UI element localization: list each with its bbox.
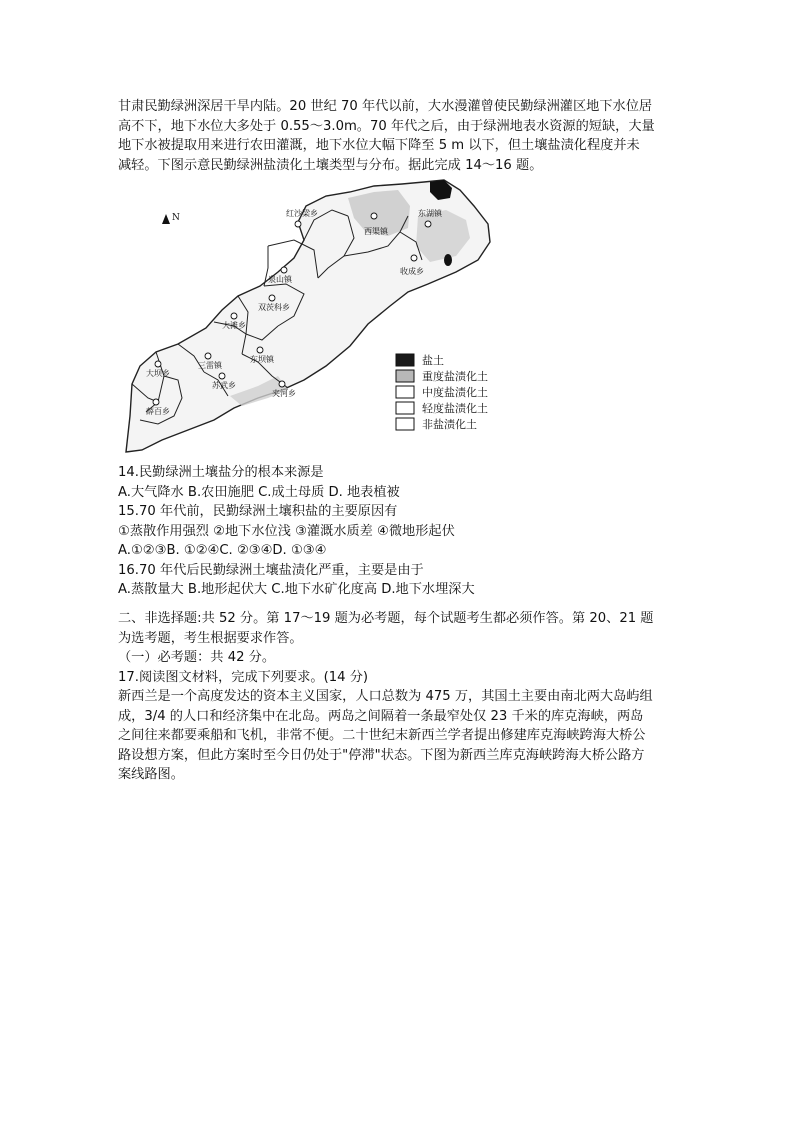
section-two-block <box>118 609 678 785</box>
section-line: 新西兰是一个高度发达的资本主义国家，人口总数为 475 万，其国土主要由南北两大岛屿组 <box>118 689 653 704</box>
question-line: A.蒸散量大 B.地形起伏大 C.地下水矿化度高 D.地下水埋深大 <box>118 582 475 597</box>
legend-swatch <box>396 370 414 382</box>
legend-label: 重度盐渍化土 <box>422 370 488 383</box>
place-label: 红沙梁乡 <box>286 209 318 218</box>
question-line: 14.民勤绿洲土壤盐分的根本来源是 <box>118 465 324 480</box>
place-label: 西渠镇 <box>364 227 388 236</box>
question-line: 15.70 年代前，民勤绿洲土壤积盐的主要原因有 <box>118 504 398 519</box>
section-line: 路设想方案，但此方案时至今日仍处于"停滞"状态。下图为新西兰库克海峡跨海大桥公路方 <box>118 747 645 763</box>
question-line: A.大气降水 B.农田施肥 C.成土母质 D. 地表植被 <box>118 484 400 500</box>
questions-block <box>118 463 678 600</box>
question-line: 16.70 年代后民勤绿洲土壤盐渍化严重，主要是由于 <box>118 562 424 578</box>
legend-swatch <box>396 418 414 430</box>
section-line: 为选考题，考生根据要求作答。 <box>118 630 303 646</box>
place-label: 双茨科乡 <box>258 303 290 312</box>
section-line: （一）必考题：共 42 分。 <box>118 650 276 665</box>
salinization-soil-map <box>118 176 518 458</box>
question-line: A.①②③B. ①②④C. ②③④D. ①③④ <box>118 543 327 558</box>
place-label: 夹河乡 <box>272 389 296 398</box>
section-line: 17.阅读图文材料，完成下列要求。(14 分) <box>118 669 369 685</box>
place-label: 泉山镇 <box>268 275 292 284</box>
place-label: 收成乡 <box>400 267 424 276</box>
place-label: 东湖镇 <box>418 209 442 218</box>
place-label: 苏武乡 <box>212 381 236 390</box>
place-label: 薛百乡 <box>146 407 170 416</box>
intro-line: 地下水被提取用来进行农田灌溉，地下水位大幅下降至 5 m 以下，但土壤盐渍化程度并未 <box>118 138 640 153</box>
place-label: 大坝乡 <box>146 369 170 378</box>
map-legend <box>396 353 488 431</box>
north-arrow-icon <box>162 213 180 224</box>
legend-swatch <box>396 402 414 414</box>
place-label: 三雷镇 <box>198 361 222 370</box>
intro-line: 减轻。下图示意民勤绿洲盐渍化土壤类型与分布。据此完成 14～16 题。 <box>118 157 543 173</box>
legend-label: 中度盐渍化土 <box>422 386 488 399</box>
section-line: 二、非选择题:共 52 分。第 17～19 题为必考题，每个试题考生都必须作答。第 20、21 题 <box>118 611 654 626</box>
section-line: 之间往来都要乘船和飞机，非常不便。二十世纪末新西兰学者提出修建库克海峡跨海大桥公 <box>118 728 646 743</box>
place-label: 东坝镇 <box>250 355 274 364</box>
legend-label: 盐土 <box>422 354 444 367</box>
legend-label: 轻度盐渍化土 <box>422 402 488 415</box>
legend-swatch <box>396 354 414 366</box>
place-label: 大滩乡 <box>222 321 246 330</box>
salt-soil-zone <box>444 254 452 266</box>
question-line: ①蒸散作用强烈 ②地下水位浅 ③灌溉水质差 ④微地形起伏 <box>118 523 455 539</box>
intro-paragraph <box>118 97 678 175</box>
legend-label: 非盐渍化土 <box>422 418 477 431</box>
north-label: N <box>172 213 180 223</box>
intro-line: 高不下，地下水位大多处于 0.55～3.0m。70 年代之后，由于绿洲地表水资源的短缺，大量 <box>118 118 655 134</box>
intro-line: 甘肃民勤绿洲深居干旱内陆。20 世纪 70 年代以前，大水漫灌曾使民勤绿洲灌区地下水位居 <box>118 99 653 114</box>
legend-swatch <box>396 386 414 398</box>
section-line: 成，3/4 的人口和经济集中在北岛。两岛之间隔着一条最窄处仅 23 千米的库克海峡，两岛 <box>118 708 644 724</box>
section-line: 案线路图。 <box>118 767 184 782</box>
